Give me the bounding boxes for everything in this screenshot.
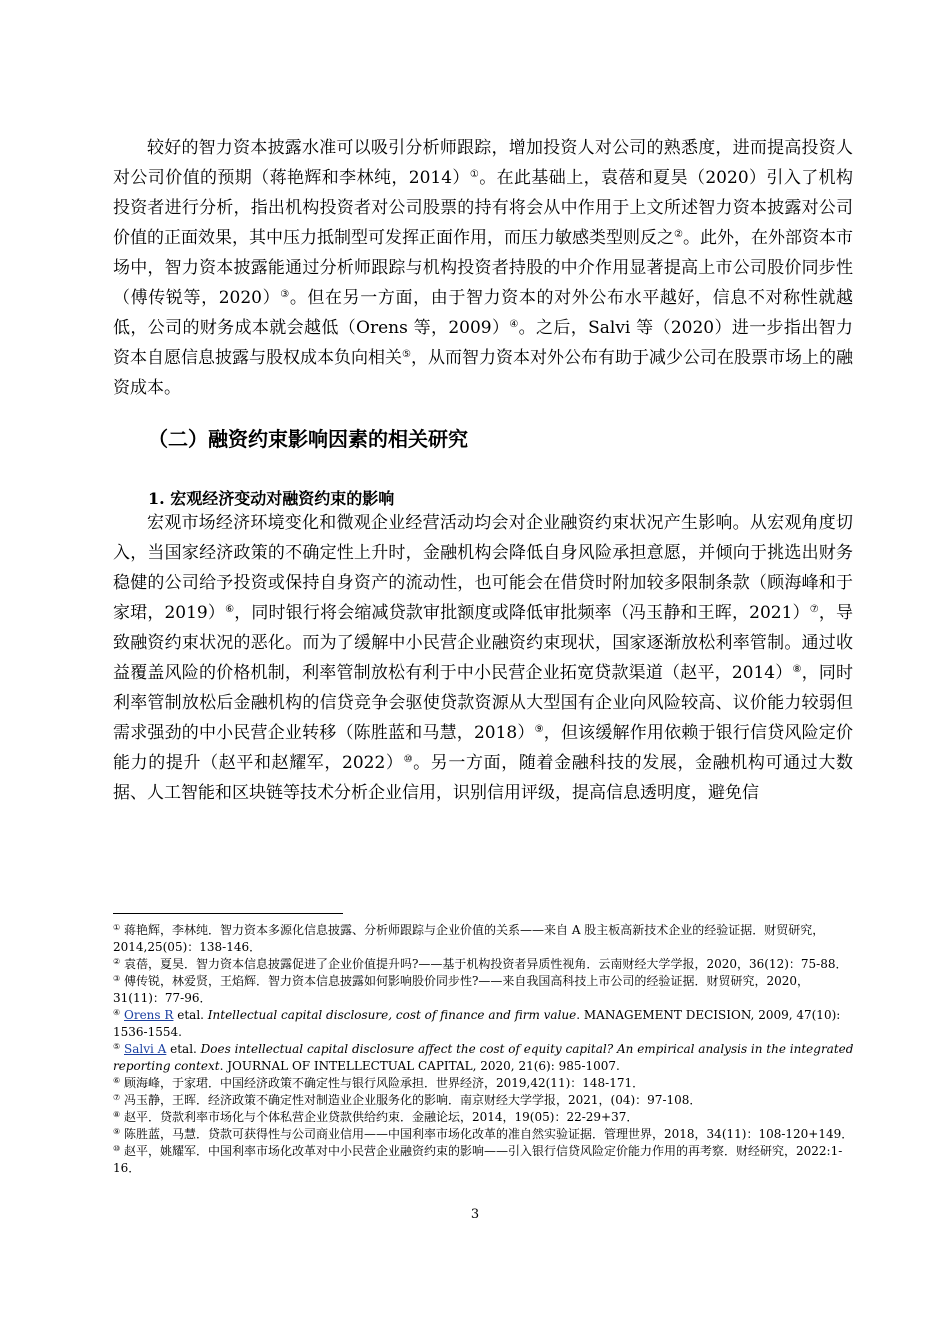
footnote-separator [113,913,343,914]
body-paragraph-2 [113,508,853,808]
footnote-mark: ③ [113,974,121,983]
text-run: ，从而智力资本对外公布有助于减少公司在股票市场上的融资成本。 [113,348,854,398]
footnote-text: 顾海峰，于家珺．中国经济政策不确定性与银行风险承担．世界经济，2019,42(11)：148-171． [124,1076,645,1090]
footnote-text: 陈胜蓝，马慧．贷款可获得性与公司商业信用——中国利率市场化改革的准自然实验证据．管理世界，2018，34(11)：108-120+149． [124,1127,854,1141]
author-link[interactable]: Salvi A [124,1042,167,1056]
footnote-mark: ⑥ [113,1076,121,1085]
section-heading: （二）融资约束影响因素的相关研究 [148,427,468,451]
footnote-ref-6[interactable]: ⑥ [225,604,235,615]
text-run: ，但该缓解作用依赖于银行信贷风险定价能力的提升（赵平和赵耀军，2022） [113,723,854,773]
footnote-text: 冯玉静，王晖．经济政策不确定性对制造业企业服务化的影响．南京财经大学学报，2021，(04)：97-108． [124,1093,702,1107]
footnote-ref-10[interactable]: ⑩ [403,754,414,765]
footnote-3 [113,973,858,1007]
footnote-5 [113,1041,858,1075]
text-run: 。另一方面，随着金融科技的发展，金融机构可通过大数据、人工智能和区块链等技术分析企业信用，识别信用评级，提高信息透明度，避免信 [113,753,854,803]
footnote-text: 傅传锐，林爱贤，王焰辉．智力资本信息披露如何影响股价同步性?——来自我国高科技上市公司的经验证据．财贸研究，2020，31(11)：77-96． [113,974,809,1005]
footnote-ref-9[interactable]: ⑨ [534,724,544,735]
footnote-ref-7[interactable]: ⑦ [809,604,819,615]
body-paragraph-1 [113,133,853,403]
article-title: Does intellectual capital disclosure affect the cost of equity capital? An empirical analysis in the integrated reporting context [113,1042,854,1073]
footnote-text: etal. [166,1042,201,1056]
footnote-ref-2[interactable]: ② [674,229,683,240]
text-run: ，同时银行将会缩减贷款审批额度或降低审批频率（冯玉静和王晖，2021） [234,603,810,623]
footnote-8 [113,1109,858,1126]
footnote-ref-1[interactable]: ① [469,169,480,180]
text-run: 。但在另一方面，由于智力资本的对外公布水平越好，信息不对称性就越低，公司的财务成本就会越低（Orens 等，2009） [113,288,854,338]
text-run: 。在此基础上，袁蓓和夏昊（2020）引入了机构投资者进行分析，指出机构投资者对公司股票的持有将会从中作用于上文所述智力资本披露对公司价值的正面效果，其中压力抵制型可发挥正面作用，而压力敏感类型则反之 [113,168,854,248]
footnote-text: 赵平，姚耀军．中国利率市场化改革对中小民营企业融资约束的影响——引入银行信贷风险定价能力作用的再考察．财经研究，2022:1-16． [113,1144,843,1175]
text-run: 宏观市场经济环境变化和微观企业经营活动均会对企业融资约束状况产生影响。从宏观角度切入，当国家经济政策的不确定性上升时，金融机构会降低自身风险承担意愿，并倾向于挑选出财务稳健的公司给予投资或保持自身资产的流动性，也可能会在借贷时附加较多限制条款（顾海峰和于家珺，2019） [113,513,853,623]
footnote-4 [113,1007,858,1041]
footnote-2 [113,956,858,973]
footnote-mark: ⑦ [113,1093,121,1102]
footnote-mark: ② [113,957,121,966]
footnote-mark: ④ [113,1008,121,1017]
subsection-heading: 1. 宏观经济变动对融资约束的影响 [148,489,395,508]
footnote-10 [113,1143,858,1177]
article-title: Intellectual capital disclosure, cost of finance and firm value [207,1008,577,1022]
footnote-text: 赵平．贷款利率市场化与个体私营企业贷款供给约束．金融论坛，2014，19(05)：22-29+37． [124,1110,639,1124]
footnote-6 [113,1075,858,1092]
footnote-mark: ⑧ [113,1110,121,1119]
footnote-text: etal. [173,1008,208,1022]
footnote-ref-5[interactable]: ⑤ [402,349,411,360]
footnote-text: 蒋艳辉，李林纯．智力资本多源化信息披露、分析师跟踪与企业价值的关系——来自 A 股主板高新技术企业的经验证据．财贸研究，2014,25(05)：138-146． [113,923,825,954]
text-run: ，同时利率管制放松后金融机构的信贷竞争会驱使贷款资源从大型国有企业向风险较高、议价能力较弱但需求强劲的中小民营企业转移（陈胜蓝和马慧，2018） [113,663,854,743]
footnote-mark: ⑩ [113,1144,121,1153]
footnote-text: 袁蓓，夏昊．智力资本信息披露促进了企业价值提升吗?——基于机构投资者异质性视角．云南财经大学学报，2020，36(12)：75-88． [124,957,848,971]
footnote-mark: ⑤ [113,1042,121,1051]
footnote-1 [113,922,858,956]
footnotes [113,922,858,1177]
footnote-text: . MANAGEMENT DECISION, 2009, 47(10): 1536-1554. [113,1008,841,1039]
footnote-ref-8[interactable]: ⑧ [792,664,802,675]
text-run: 。之后，Salvi 等（2020）进一步指出智力资本自愿信息披露与股权成本负向相关 [113,318,853,368]
footnote-text: . JOURNAL OF INTELLECTUAL CAPITAL, 2020, 21(6): 985-1007. [219,1059,620,1073]
page-number: 3 [470,1207,480,1222]
footnote-mark: ⑨ [113,1127,121,1136]
text-run: 。此外，在外部资本市场中，智力资本披露能通过分析师跟踪与机构投资者持股的中介作用显著提高上市公司股价同步性（傅传锐等，2020） [113,228,854,308]
author-link[interactable]: Orens R [124,1008,174,1022]
footnote-ref-4[interactable]: ④ [509,319,519,330]
footnote-9 [113,1126,858,1143]
footnote-ref-3[interactable]: ③ [280,289,290,300]
text-run: 较好的智力资本披露水准可以吸引分析师跟踪，增加投资人对公司的熟悉度，进而提高投资人对公司价值的预期（蒋艳辉和李林纯，2014） [113,138,853,188]
footnote-7 [113,1092,858,1109]
footnote-mark: ① [113,923,121,932]
text-run: ，导致融资约束状况的恶化。而为了缓解中小民营企业融资约束现状，国家逐渐放松利率管制。通过收益覆盖风险的价格机制，利率管制放松有利于中小民营企业拓宽贷款渠道（赵平，2014） [113,603,854,683]
